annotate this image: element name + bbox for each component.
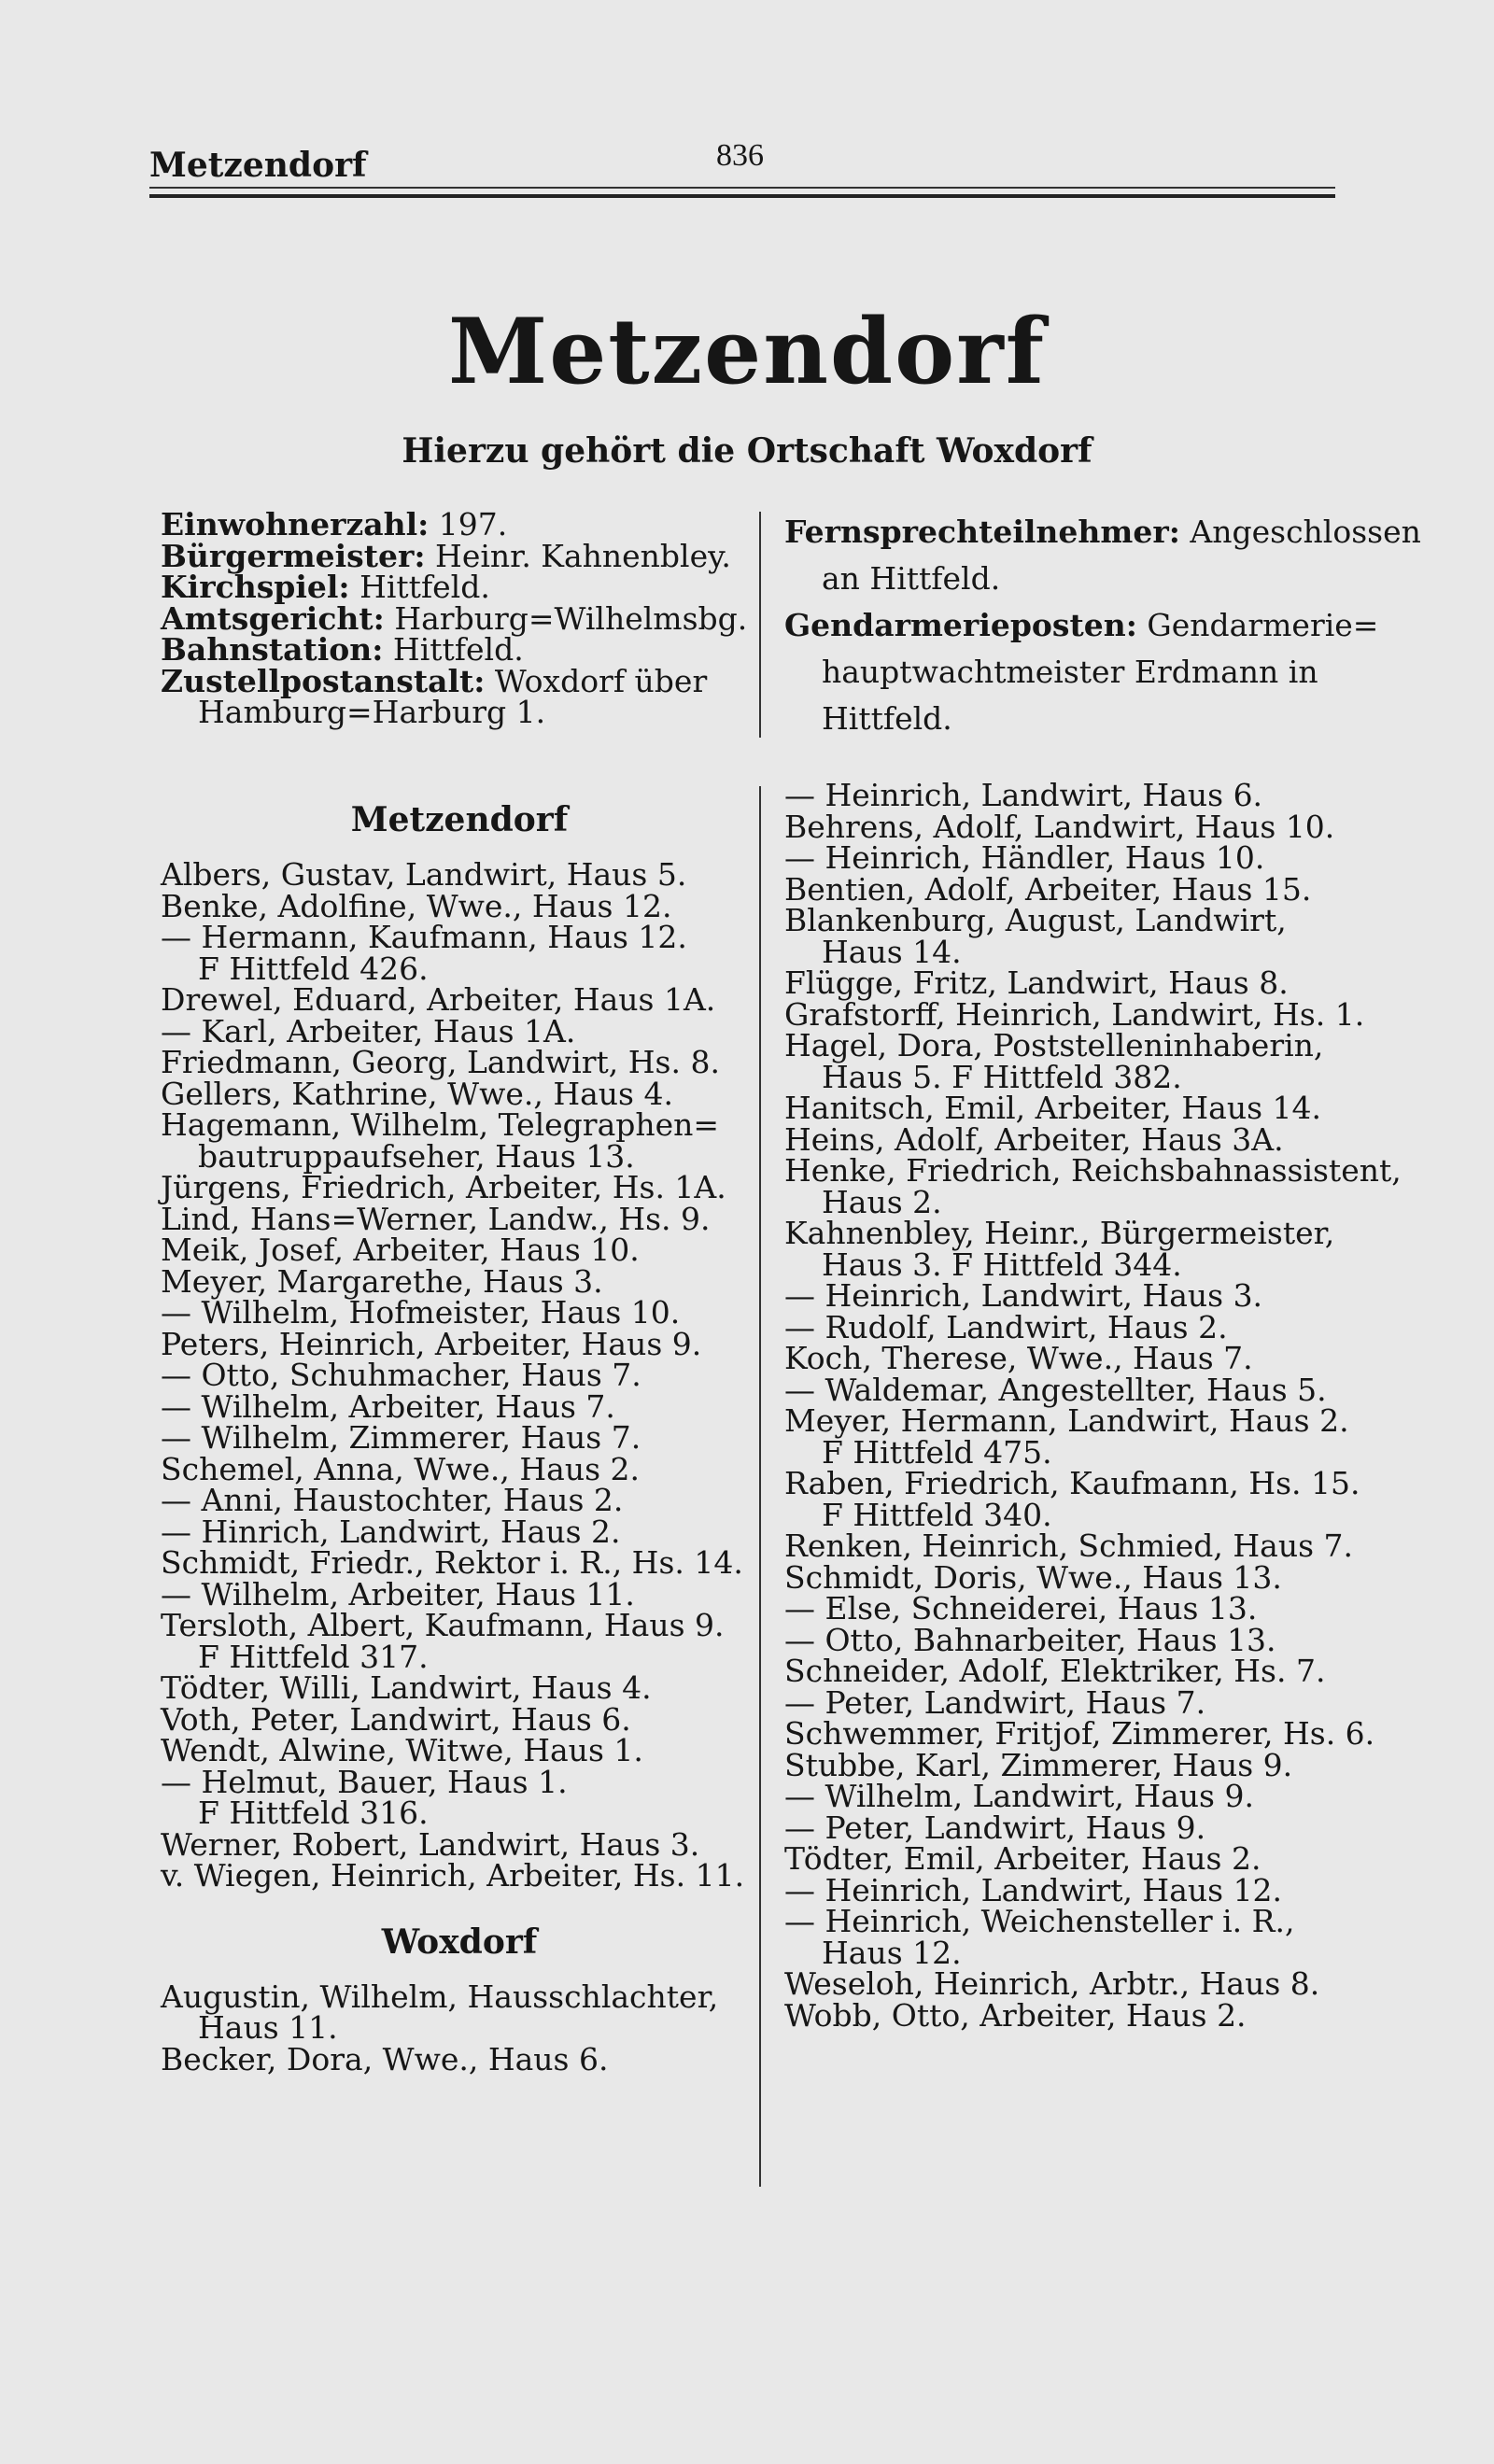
list-item: F Hittfeld 316. (198, 1795, 429, 1831)
list-item: — Karl, Arbeiter, Haus 1A. (161, 1012, 576, 1049)
list-item: Drewel, Eduard, Arbeiter, Haus 1A. (161, 981, 716, 1018)
list-item: — Hermann, Kaufmann, Haus 12. (161, 919, 687, 955)
list-item: v. Wiegen, Heinrich, Arbeiter, Hs. 11. (161, 1857, 745, 1894)
info-value: Angeschlossen (1179, 514, 1421, 550)
list-item: Becker, Dora, Wwe., Haus 6. (161, 2040, 609, 2077)
list-item: — Rudolf, Landwirt, Haus 2. (784, 1308, 1228, 1345)
list-item: — Heinrich, Weichensteller i. R., (784, 1903, 1295, 1939)
list-item: Grafstorff, Heinrich, Landwirt, Hs. 1. (784, 995, 1365, 1033)
list-item: Weseloh, Heinrich, Arbtr., Haus 8. (784, 1965, 1320, 2002)
list-item: Schwemmer, Fritjof, Zimmerer, Hs. 6. (784, 1715, 1375, 1752)
info-label: Fernsprechteilnehmer: (784, 514, 1180, 550)
info-line (784, 509, 1421, 556)
info-line (784, 649, 1382, 696)
running-head (149, 138, 1335, 194)
info-line (161, 506, 758, 542)
list-item: — Otto, Bahnarbeiter, Haus 13. (784, 1621, 1276, 1658)
info-line (161, 571, 758, 603)
info-value: hauptwachtmeister Erdmann in (822, 654, 1318, 690)
list-item: Haus 2. (822, 1183, 942, 1220)
list-item: Meyer, Hermann, Landwirt, Haus 2. (784, 1402, 1349, 1439)
list-item: bautruppaufseher, Haus 13. (198, 1137, 635, 1175)
list-item: Schneider, Adolf, Elektriker, Hs. 7. (784, 1653, 1326, 1689)
info-label: Bahnstation: (161, 631, 384, 668)
section-heading-woxdorf: Woxdorf (381, 1922, 538, 1962)
info-value: an Hittfeld. (822, 560, 1001, 597)
list-item: — Wilhelm, Arbeiter, Haus 11. (161, 1575, 635, 1612)
list-item: Stubbe, Karl, Zimmerer, Haus 9. (784, 1746, 1293, 1783)
info-value: Gendarmerie= (1136, 607, 1379, 643)
info-value: Heinr. Kahnenbley. (425, 537, 731, 574)
list-item: Meyer, Margarethe, Haus 3. (161, 1262, 603, 1300)
list-item: Peters, Heinrich, Arbeiter, Haus 9. (161, 1325, 702, 1362)
info-line (161, 537, 758, 574)
list-item: Haus 14. (822, 933, 962, 970)
info-value: Hittfeld. (349, 569, 490, 605)
info-line (161, 631, 758, 668)
info-value: Woxdorf über (485, 662, 708, 699)
list-item: — Anni, Haustochter, Haus 2. (161, 1482, 624, 1518)
list-item: — Else, Schneiderei, Haus 13. (784, 1590, 1258, 1626)
list-item: Hagemann, Wilhelm, Telegraphen= (161, 1106, 720, 1143)
list-item: Jürgens, Friedrich, Arbeiter, Hs. 1A. (161, 1169, 726, 1205)
list-item: Schmidt, Doris, Wwe., Haus 13. (784, 1558, 1282, 1596)
info-line (784, 556, 1382, 602)
list-item: — Heinrich, Händler, Haus 10. (784, 839, 1265, 876)
list-item: Hanitsch, Emil, Arbeiter, Haus 14. (784, 1090, 1321, 1126)
info-label: Einwohnerzahl: (161, 506, 430, 542)
list-item: Flügge, Fritz, Landwirt, Haus 8. (784, 964, 1289, 1001)
list-item: Tödter, Emil, Arbeiter, Haus 2. (784, 1840, 1261, 1877)
list-item: Friedmann, Georg, Landwirt, Hs. 8. (161, 1044, 720, 1080)
info-value: 197. (429, 506, 508, 542)
column-divider-main (759, 786, 761, 2187)
list-item: — Wilhelm, Hofmeister, Haus 10. (161, 1294, 681, 1331)
info-label: Gendarmerieposten: (784, 607, 1137, 643)
page-subtitle: Hierzu gehört die Ortschaft Woxdorf (402, 431, 1092, 471)
list-item: Werner, Robert, Landwirt, Haus 3. (161, 1825, 700, 1863)
list-item: Schemel, Anna, Wwe., Haus 2. (161, 1450, 640, 1487)
list-item: Raben, Friedrich, Kaufmann, Hs. 15. (784, 1465, 1360, 1501)
list-item: Wobb, Otto, Arbeiter, Haus 2. (784, 1996, 1247, 2034)
column-divider-top (759, 512, 761, 738)
list-item: — Peter, Landwirt, Haus 7. (784, 1683, 1206, 1721)
list-item: Schmidt, Friedr., Rektor i. R., Hs. 14. (161, 1544, 743, 1581)
list-item: — Peter, Landwirt, Haus 9. (784, 1809, 1206, 1846)
list-item: — Wilhelm, Zimmerer, Haus 7. (161, 1419, 641, 1456)
left-column (161, 792, 758, 2075)
info-label: Zustellpostanstalt: (161, 662, 486, 699)
info-value: Hamburg=Harburg 1. (198, 694, 546, 730)
info-line (161, 694, 758, 730)
list-item: Wendt, Alwine, Witwe, Haus 1. (161, 1732, 643, 1768)
list-item: Tödter, Willi, Landwirt, Haus 4. (161, 1669, 652, 1706)
info-line (161, 599, 758, 637)
list-item: Haus 12. (822, 1934, 962, 1971)
list-item: — Wilhelm, Arbeiter, Haus 7. (161, 1387, 615, 1425)
page-number: 836 (716, 138, 764, 173)
list-item: F Hittfeld 340. (822, 1496, 1052, 1533)
info-label: Bürgermeister: (161, 537, 426, 574)
list-item: Bentien, Adolf, Arbeiter, Haus 15. (784, 870, 1312, 908)
list-item: — Wilhelm, Landwirt, Haus 9. (784, 1778, 1254, 1814)
list-item: Hagel, Dora, Poststelleninhaberin, (784, 1027, 1324, 1063)
list-item: Voth, Peter, Landwirt, Haus 6. (161, 1700, 631, 1738)
info-label: Kirchspiel: (161, 569, 350, 605)
list-item: Heins, Adolf, Arbeiter, Haus 3A. (784, 1120, 1284, 1158)
section-heading-metzendorf: Metzendorf (350, 800, 569, 839)
info-value: Hittfeld. (383, 631, 524, 668)
header-rule-thin (149, 187, 1335, 189)
list-item: Albers, Gustav, Landwirt, Haus 5. (161, 856, 687, 893)
list-item: Benke, Adolfine, Wwe., Haus 12. (161, 887, 672, 924)
list-item: F Hittfeld 475. (822, 1433, 1052, 1471)
info-line (784, 602, 1382, 649)
list-item: — Heinrich, Landwirt, Haus 3. (784, 1277, 1263, 1314)
info-value: Hittfeld. (822, 700, 952, 737)
list-item: — Heinrich, Landwirt, Haus 6. (784, 777, 1263, 813)
info-label: Amtsgericht: (161, 599, 385, 637)
list-item: Augustin, Wilhelm, Hausschlachter, (161, 1978, 719, 2015)
list-item: Blankenburg, August, Landwirt, (784, 902, 1287, 938)
list-item: Behrens, Adolf, Landwirt, Haus 10. (784, 808, 1335, 845)
list-item: Meik, Josef, Arbeiter, Haus 10. (161, 1232, 640, 1268)
info-line (784, 696, 1382, 742)
resident-list-woxdorf (161, 1978, 758, 2077)
header-rule-thick (149, 194, 1335, 198)
list-item: — Hinrich, Landwirt, Haus 2. (161, 1513, 621, 1550)
list-item: — Otto, Schuhmacher, Haus 7. (161, 1357, 641, 1393)
list-item: Kahnenbley, Heinr., Bürgermeister, (784, 1215, 1335, 1251)
list-item: — Helmut, Bauer, Haus 1. (161, 1763, 568, 1800)
list-item: Lind, Hans=Werner, Landw., Hs. 9. (161, 1200, 711, 1237)
list-item: — Waldemar, Angestellter, Haus 5. (784, 1371, 1327, 1408)
list-item: Gellers, Kathrine, Wwe., Haus 4. (161, 1075, 673, 1112)
right-column (784, 777, 1402, 2034)
running-head-place: Metzendorf (149, 146, 367, 185)
list-item: Haus 3. F Hittfeld 344. (822, 1246, 1182, 1283)
list-item: F Hittfeld 317. (198, 1638, 429, 1675)
info-block-right (784, 509, 1421, 742)
resident-list-metzendorf (161, 856, 758, 1894)
page-title: Metzendorf (447, 299, 1047, 404)
info-block-left (161, 506, 758, 730)
list-item: Tersloth, Albert, Kaufmann, Haus 9. (161, 1607, 725, 1643)
list-item: F Hittfeld 426. (198, 950, 429, 987)
info-line (161, 662, 758, 699)
list-item: Koch, Therese, Wwe., Haus 7. (784, 1340, 1253, 1376)
list-item: Haus 11. (198, 2009, 338, 2046)
list-item: — Heinrich, Landwirt, Haus 12. (784, 1871, 1283, 1908)
info-value: Harburg=Wilhelmsbg. (384, 599, 748, 637)
list-item: Haus 5. F Hittfeld 382. (822, 1058, 1182, 1095)
list-item: Henke, Friedrich, Reichsbahnassistent, (784, 1152, 1402, 1189)
list-item: Renken, Heinrich, Schmied, Haus 7. (784, 1528, 1353, 1564)
